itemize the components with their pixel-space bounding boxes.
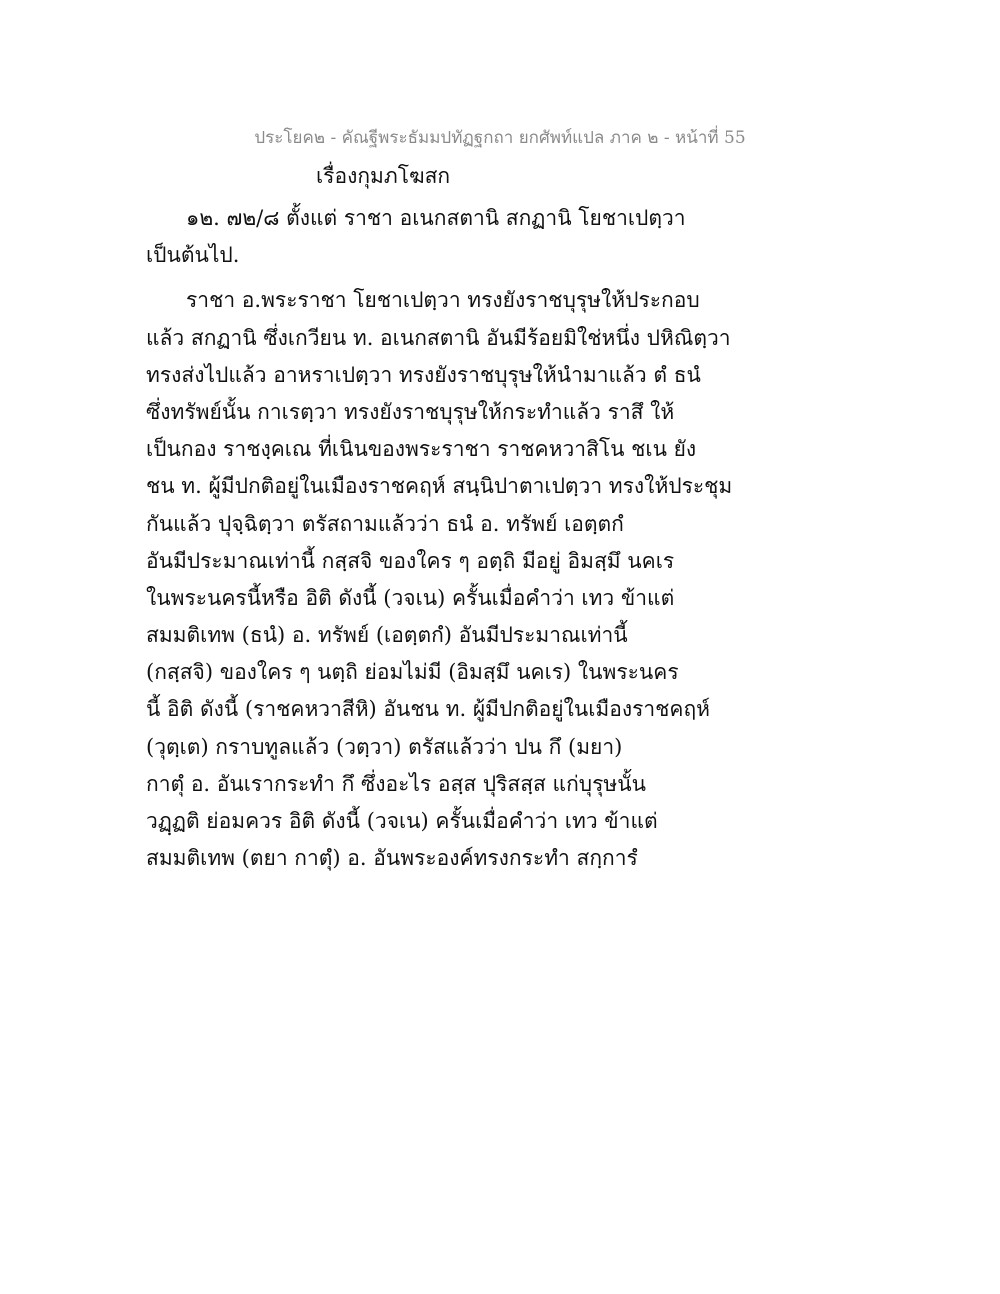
text-line: ๑๒. ๗๒/๘ ตั้งแต่ ราชา อเนกสตานิ สกฏานิ โยชาเปตฺวา [186,206,686,230]
text-line: สมมติเทพ (ธนํ) อ. ทรัพย์ (เอตฺตกํ) อันมีประมาณเท่านี้ [146,623,628,648]
text-line: กันแล้ว ปุจฺฉิตฺวา ตรัสถามแล้วว่า ธนํ อ. ทรัพย์ เอตฺตกํ [146,511,624,536]
text-line: ซึ่งทรัพย์นั้น กาเรตฺวา ทรงยังราชบุรุษให้กระทำแล้ว ราสึ ให้ [146,399,675,424]
text-line: ทรงส่งไปแล้ว อาหราเปตฺวา ทรงยังราชบุรุษให้นำมาแล้ว ตํ ธนํ [146,362,701,387]
running-title: ประโยค๒ - คัณฐีพระธัมมปทัฏฐกถา ยกศัพท์แปล ภาค ๒ - หน้าที่ 55 [254,128,746,148]
text-line: เป็นต้นไป. [146,243,240,268]
story-title: เรื่องกุมภโฆสก [316,164,451,188]
text-line: สมมติเทพ (ตยา กาตุํ) อ. อันพระองค์ทรงกระทำ สกฺการํ [146,846,638,871]
text-line: อันมีประมาณเท่านี้ กสฺสจิ ของใคร ๆ อตฺถิ มีอยู่ อิมสฺมึ นคเร [146,548,675,573]
text-line: ในพระนครนี้หรือ อิติ ดังนี้ (วจเน) ครั้นเมื่อคำว่า เทว ข้าแต่ [146,585,675,610]
text-line: นี้ อิติ ดังนี้ (ราชคหวาสีหิ) อันชน ท. ผู้มีปกติอยู่ในเมืองราชคฤห์ [146,697,711,722]
text-line: กาตุํ อ. อันเรากระทำ กึ ซึ่งอะไร อสฺส ปุริสสฺส แก่บุรุษนั้น [146,771,646,796]
text-line: ราชา อ.พระราชา โยชาเปตฺวา ทรงยังราชบุรุษให้ประกอบ [186,288,700,313]
text-line: (กสฺสจิ) ของใคร ๆ นตฺถิ ย่อมไม่มี (อิมสฺมึ นคเร) ในพระนคร [146,660,679,685]
paragraph [146,200,706,274]
paragraph [146,282,733,877]
body-text [146,200,733,877]
text-line: แล้ว สกฏานิ ซึ่งเกวียน ท. อเนกสตานิ อันมีร้อยมิใช่หนึ่ง ปหิณิตฺวา [146,325,731,350]
text-line: (วุตฺเต) กราบทูลแล้ว (วตฺวา) ตรัสแล้วว่า ปน กึ (มยา) [146,734,623,759]
text-line: ชน ท. ผู้มีปกติอยู่ในเมืองราชคฤห์ สนฺนิปาตาเปตฺวา ทรงให้ประชุม [146,474,733,499]
text-line: เป็นกอง ราชงฺคเณ ที่เนินของพระราชา ราชคหวาสิโน ชเน ยัง [146,437,697,462]
text-line: วฏฺฏติ ย่อมควร อิติ ดังนี้ (วจเน) ครั้นเมื่อคำว่า เทว ข้าแต่ [146,809,658,833]
page-header [0,124,1000,151]
